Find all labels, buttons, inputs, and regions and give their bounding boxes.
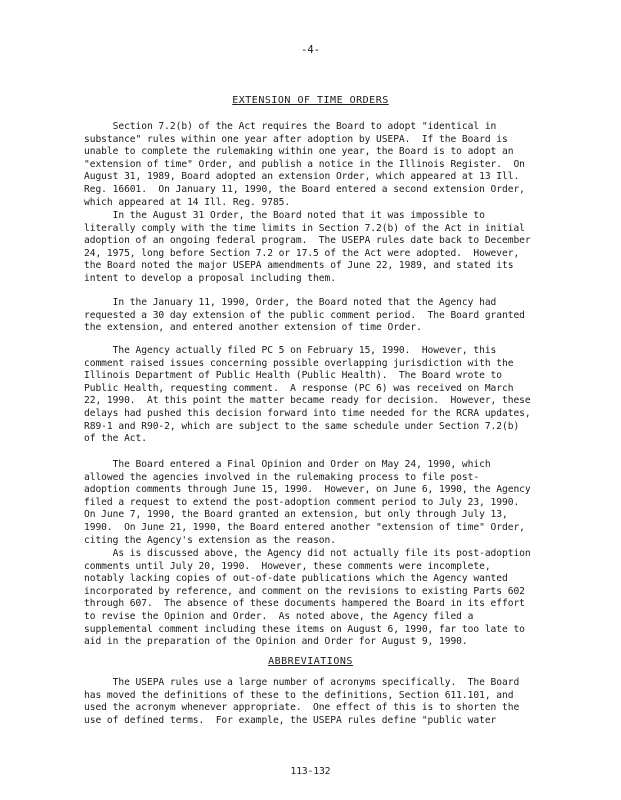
paragraph-final-opinion: The Board entered a Final Opinion and Order on May 24, 1990, which allowed the agencies involved in the rulemaking process to file post- adoption comments through June 15, 1990. However, on June 6, 1990, the Agency filed a request to extend the post-adoption comment period to July 23, 1990. On June 7, 1990, the Board granted an extension, but only through July 13, 1990. On June 21, 1990, the Board entered another "extension of time" Order, citing the Agency's extension as the reason.	[84, 459, 531, 546]
paragraph-post-adoption-comments: As is discussed above, the Agency did not actually file its post-adoption comments until July 20, 1990. However, these comments were incomplete, notably lacking copies of out-of-date publications which the Agency wanted incorporated by reference, and comment on the revisions to existing Parts 602 through 607. The absence of these documents hampered the Board in its effort to revise the Opinion and Order. As noted above, the Agency filed a supplemental comment including these items on August 6, 1990, far too late to aid in the preparation of the Opinion and Order for August 9, 1990.	[84, 548, 531, 648]
section-heading-extension-of-time: EXTENSION OF TIME ORDERS	[232, 95, 389, 106]
page-number: -4-	[301, 44, 320, 56]
paragraph-section-7-2b: Section 7.2(b) of the Act requires the Board to adopt "identical in substance" rules within one year after adoption by USEPA. If the Board is unable to complete the rulemaking within one year, the Board is to adopt an "extension of time" Order, and publish a notice in the Illinois Register. On August 31, 1989, Board adopted an extension Order, which appeared at 13 Ill. Reg. 16601. On January 11, 1990, the Board entered a second extension Order, which appeared at 14 Ill. Reg. 9785.	[84, 121, 525, 208]
paragraph-pc5-filing: The Agency actually filed PC 5 on February 15, 1990. However, this comment raised issues concerning possible overlapping jurisdiction with the Illinois Department of Public Health (Public Health). The Board wrote to Public Health, requesting comment. A response (PC 6) was received on March 22, 1990. At this point the matter became ready for decision. However, these delays had pushed this decision forward into time needed for the RCRA updates, R89-1 and R90-2, which are subject to the same schedule under Section 7.2(b) of the Act.	[84, 345, 531, 445]
section-heading-abbreviations: ABBREVIATIONS	[268, 656, 353, 667]
paragraph-january-11-order: In the January 11, 1990, Order, the Board noted that the Agency had requested a 30 day extension of the public comment period. The Board granted the extension, and entered another extension of time Order.	[84, 297, 525, 334]
page-footer: 113-132	[290, 766, 331, 777]
paragraph-august-31-order: In the August 31 Order, the Board noted that it was impossible to literally comply with the time limits in Section 7.2(b) of the Act in initial adoption of an ongoing federal program. The USEPA rules date back to December 24, 1975, long before Section 7.2 or 17.5 of the Act were adopted. However, the Board noted the major USEPA amendments of June 22, 1989, and stated its intent to develop a proposal including them.	[84, 210, 531, 284]
paragraph-abbreviations: The USEPA rules use a large number of acronyms specifically. The Board has moved the definitions of these to the definitions, Section 611.101, and used the acronym whenever appropriate. One effect of this is to shorten the use of defined terms. For example, the USEPA rules define "public water	[84, 677, 520, 726]
